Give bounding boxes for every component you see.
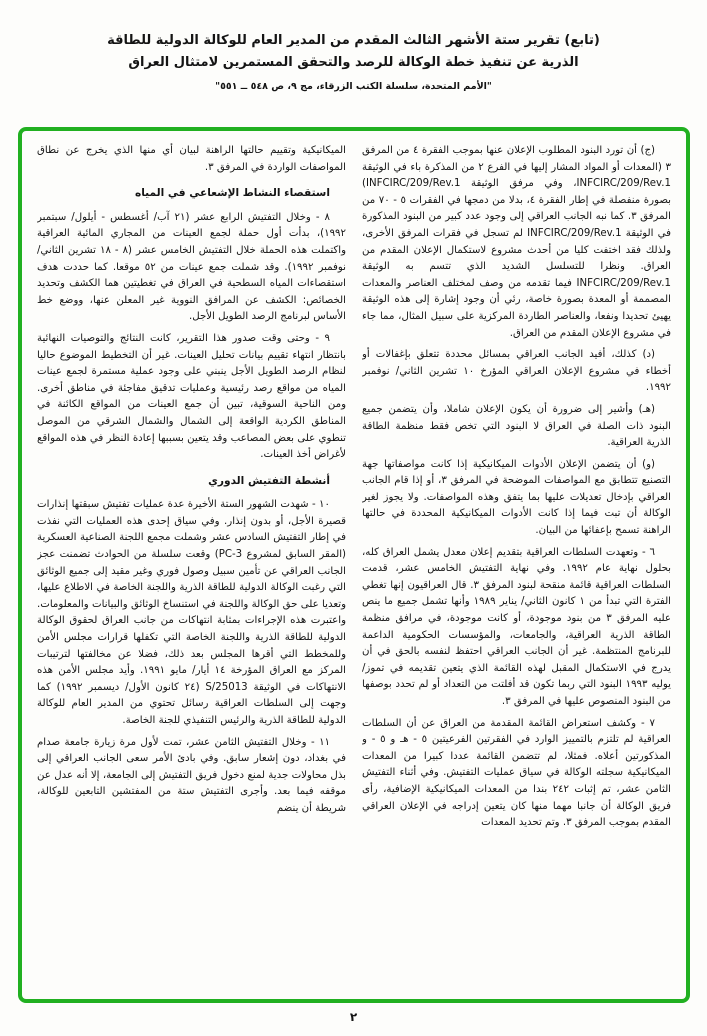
header-title-line2: الذرية عن تنفيذ خطة الوكالة للرصد والتحقق المستمرين لامتثال العراق [128, 55, 579, 71]
paragraph: ١٠ - شهدت الشهور الستة الأخيرة عدة عمليات تفتيش سبقتها إنذارات قصيرة الأجل، أو بدون إنذار. وفي سياق إحدى هذه العمليات التي نفذت في إطار التفتيش السادس عشر وشملت مجمع اللجنة الصناعية العسكرية (المقر السابق لمشروع PC-3) وقعت سلسلة من الحوادث تضمنت عجز الجانب العراقي عن تأمين سبيل وصول فوري وغير مقيد إلى جميع الوثائق التي رغبت الوكالة الدولية للطاقة الذرية واللجنة الخاصة في الاطلاع عليها، وتعديا على حق الوكالة واللجنة في استنساخ الوثائق والبيانات والمعلومات. واعتبرت هذه الإجراءات بمثابة انتهاكات من جانب العراق لحقوق الوكالة الدولية للطاقة الذرية واللجنة الخاصة التي تكفلها قرارات مجلس الأمن وللمخطط التي أقرها المجلس بعد ذلك، فضلا عن مخالفتها لترتيبات المركز مع العراق المؤرخة ١٤ أيار/ مايو ١٩٩١. وأيد مجلس الأمن هذه الانتهاكات في الوثيقة S/25013 (٢٤ كانون الأول/ ديسمبر ١٩٩٢) كما وجهت إلى السلطات العراقية رسائل تحتوي من المدير العام للوكالة الدولية للطاقة الذرية والرئيس التنفيذي للجنة الخاصة. [37, 499, 346, 726]
paragraph-label: ٧ - [636, 717, 655, 729]
section-heading: أنشطة التفتيش الدوري [208, 474, 330, 487]
paragraph-label: (و) [636, 458, 655, 470]
paragraph-label: ٦ - [638, 546, 656, 558]
paragraph: (هـ) وأشير إلى ضرورة أن يكون الإعلان شاملا، وأن يتضمن جميع البنود ذات الصلة في العراق لا البنود التي تخص فقط منظمة الطاقة الذرية العراقية. [362, 403, 671, 449]
paragraph: (د) كذلك، أفيد الجانب العراقي بمسائل محددة تتعلق بإغفالات أو أخطاء في مشروع الإعلان العراقي المؤرخ ١٠ تشرين الثاني/ نوفمبر ١٩٩٢. [362, 349, 671, 394]
paragraph-label: ١١ - [306, 736, 331, 748]
section-heading: استقصاء النشاط الإشعاعي في المياه [134, 187, 330, 200]
paragraph: ٦ - وتعهدت السلطات العراقية بتقديم إعلان معدل يشمل العراق كله، بحلول نهاية عام ١٩٩٢. وفي نهاية التفتيش الخامس عشر، قدمت السلطات العراقية قائمة منقحة لبنود المرفق ٣. قال العراقيون إنها تغطي الفترة التي تبدأ من ١ كانون الثاني/ يناير ١٩٨٩ وأنها تشمل جميع ما ينص عليه المرفق ٣ من بنود موجودة، أو كانت موجودة، في مرافق منظمة الطاقة الذرية العراقية، والجامعات، والمؤسسات الحكومية الداعمة للبرنامج المنتظمة. غير أن الجانب العراقي احتفظ لنفسه بالحق في أن يدرج في الاستكمال المقبل لهذه القائمة الذي يتعين تقديمه في تموز/ يوليه ١٩٩٣ البنود التي ربما تكون قد أفلتت من التعداد أو لم تحدد بوصفها من البنود المنصوص عليها في المرفق ٣. [362, 546, 671, 707]
header-source-citation: "الأمم المتحدة، سلسلة الكتب الزرقاء، مج ٩، ص ٥٤٨ ــ ٥٥١" [215, 81, 492, 93]
text-column-left [37, 143, 346, 989]
paragraph-label: (هـ) [632, 403, 655, 415]
paragraph: الميكانيكية وتقييم حالتها الراهنة لبيان أي منها الذي يخرج عن نطاق المواصفات الواردة في المرفق ٣. [37, 145, 346, 173]
paragraph: ٩ - وحتى وقت صدور هذا التقرير، كانت النتائج والتوصيات النهائية بانتظار انتهاء تقييم بيانات تحليل العينات. غير أن التخطيط الموضوع حاليا لنظام الرصد الطويل الأجل ينبني على وجود عملية مستمرة لجمع عينات المياه من مواقع رصد رئيسية وعمليات تدقيق مفاجئة في مناطق أخرى. ومن الناحية السوقية، تبين أن جمع العينات من المواقع الكائنة في المناطق الكردية الواقعة إلى الشمال والشمال الشرقي من الموصل تنطوي على بعض المصاعب وقد يتعين بسببها إعادة النظر في هذه المواقع لأغراض أخذ العينات. [37, 332, 346, 461]
paragraph: ١١ - وخلال التفتيش الثامن عشر، تمت لأول مرة زيارة جامعة صدام في بغداد، دون إشعار سابق. وفي بادئ الأمر سعى الجانب العراقي إلى بذل محاولات جدية لمنع دخول فريق التفتيش إلى الجامعة، إلا أنه عدل عن موقفه فيما بعد. وأجرى التفتيش ستة من المفتشين التابعين للوكالة، شريطة أن ينضم [37, 736, 346, 814]
page-number: ٢ [349, 1010, 358, 1024]
document-header [0, 0, 707, 92]
text-column-right [362, 143, 671, 989]
paragraph-label: ٩ - [309, 332, 331, 344]
content-border-box [18, 127, 690, 1003]
header-title-line1: (تابع) تقرير ستة الأشهر الثالث المقدم من المدير العام للوكالة الدولية للطاقة [107, 33, 600, 48]
paragraph: (ج) أن تورد البنود المطلوب الإعلان عنها بموجب الفقرة ٤ من المرفق ٣ (المعدات أو المواد المشار إليها في الفرع ٢ من المذكرة باء في الوثيقة INFCIRC/209/Rev.1، وفي مرفق الوثيقة INFCIRC/209/Rev.1) بصورة منفصلة في إطار الفقرة ٤، بدلا من دمجها في الفقرات ٥ - ٧٠ من المرفق ٣. كما نبه الجانب العراقي إلى وجود عدد كبير من البنود المذكورة في الوثيقة INFCIRC/209/Rev.1 لم تسجل في فقرات المرفق الأخرى، ولذلك فقد اختفت كليا من أحدث مشروع لاستكمال الإعلان المقدم من العراق. ونظرا للتسلسل الشديد الذي تتسم به الوثيقة INFCIRC/209/Rev.1 فيما تقدمه من وصف لمختلف العناصر والمعدات المصممة أو المعدة بصورة خاصة، رئي أن وجود إشارة إلى هذه الوثيقة يهيئ تحديدا ونفعا، والعناصر الطاردة المركزية على سبيل المثال، مما جاء في مشروع الإعلان المقدم من العراق. [362, 145, 671, 339]
paragraph: ٧ - وكشف استعراض القائمة المقدمة من العراق عن أن السلطات العراقية لم تلتزم بالتمييز الوارد في الفقرتين الفرعيتين ٥ - هـ و ٥ - و المذكورتين أعلاه. فمثلا، لم تتضمن القائمة عددا كبيرا من المعدات الميكانيكية سجلته الوكالة في سياق عمليات التفتيش. وفي أثناء التفتيش الثامن عشر، تم إثبات ٢٤٢ بندا من المعدات الميكانيكية الإضافية، رأى فريق الوكالة أن جانبا مهما منها كان يتعين إدراجه في الإعلان العراقي المقدم بموجب المرفق ٣. وتم تحديد المعدات [362, 717, 671, 829]
paragraph: ٨ - وخلال التفتيش الرابع عشر (٢١ آب/ أغسطس - أيلول/ سبتمبر ١٩٩٢)، بدأت أول حملة لجمع العينات من المجاري المائية العراقية واكتملت هذه الحملة خلال التفتيش الخامس عشر (٨ - ١٨ تشرين الثاني/ نوفمبر ١٩٩٢). وقد شملت جمع عينات من ٥٢ موقعا. كما حددت هدف استقصاءات المياه السطحية في العراق في تغطيتين هما الكشف وتحديد الخصائص: الكشف عن المرافق النووية غير المعلن عنها، ووضع خط الأساس لبرنامج الرصد الطويل الأجل. [37, 211, 346, 323]
paragraph-label: (د) [636, 349, 655, 361]
paragraph-label: (ج) [637, 145, 656, 156]
paragraph-label: ٨ - [310, 211, 331, 223]
paragraph-label: ١٠ - [308, 499, 330, 511]
paragraph: (و) أن يتضمن الإعلان الأدوات الميكانيكية إذا كانت مواصفاتها جهة التصنيع تتطابق مع المواصفات الموضحة في المرفق ٣، أو إذا قام الجانب العراقي بإدخال تعديلات عليها بما يتفق وهذه المواصفات. ولا يجوز لغير الوكالة أن تبت فيما إذا كانت الأدوات الميكانيكية المحددة في حالتها الراهنة تسمح بإعفائها من البيان. [362, 458, 671, 537]
